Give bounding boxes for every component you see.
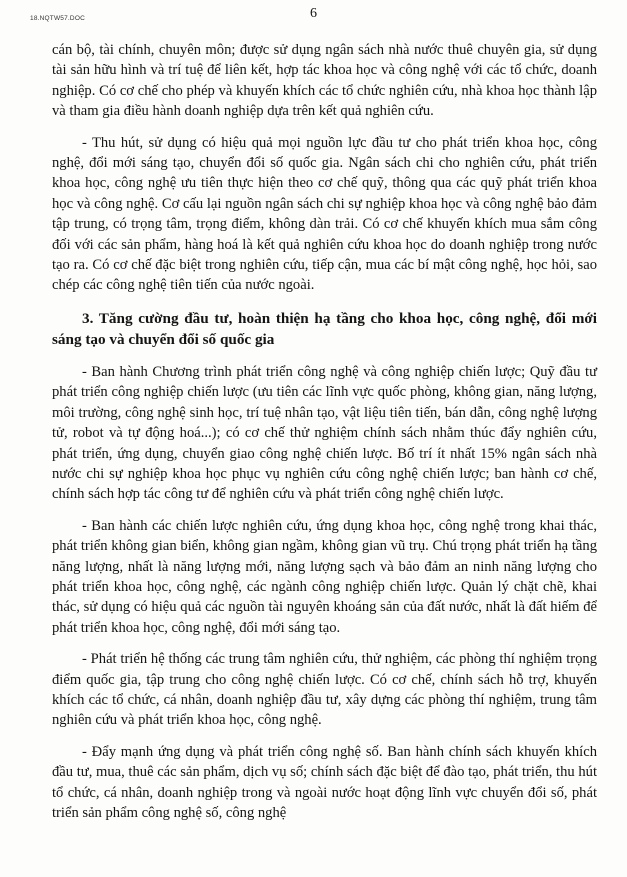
paragraph: - Ban hành Chương trình phát triển công nghệ và công nghiệp chiến lược; Quỹ đầu tư phát triển công nghiệp chiến lược (ưu tiên các lĩnh vực quốc phòng, không gian, năng lượng, môi trường, công nghệ sinh học, trí tuệ nhân tạo, vật liệu tiên tiến, bán dẫn, công nghệ lượng tử, robot và tự động hoá...); có cơ chế thử nghiệm chính sách nhằm thúc đẩy nghiên cứu, phát triển, ứng dụng, chuyển giao công nghệ chiến lược. Bố trí ít nhất 15% ngân sách nhà nước chi sự nghiệp khoa học phục vụ nghiên cứu công nghệ chiến lược; ban hành cơ chế, chính sách hợp tác công tư để nghiên cứu và phát triển công nghệ chiến lược. xyxy=(52,363,597,503)
paragraph: - Phát triển hệ thống các trung tâm nghiên cứu, thử nghiệm, các phòng thí nghiệm trọng điểm quốc gia, tập trung cho công nghệ chiến lược. Có cơ chế, chính sách hỗ trợ, khuyến khích các tổ chức, cá nhân, doanh nghiệp đầu tư, xây dựng các phòng thí nghiệm, trung tâm nghiên cứu và phát triển khoa học, công nghệ. xyxy=(52,651,597,729)
paragraph: - Thu hút, sử dụng có hiệu quả mọi nguồn lực đầu tư cho phát triển khoa học, công nghệ, đổi mới sáng tạo, chuyển đổi số quốc gia. Ngân sách chi cho nghiên cứu, phát triển khoa học, công nghệ ưu tiên thực hiện theo cơ chế quỹ, thông qua các quỹ phát triển khoa học và công nghệ. Cơ cấu lại nguồn ngân sách chi sự nghiệp khoa học và công nghệ bảo đảm tập trung, có trọng tâm, trọng điểm, không dàn trải. Có cơ chế khuyến khích mua sắm công đối với các sản phẩm, hàng hoá là kết quả nghiên cứu khoa học do doanh nghiệp trong nước tạo ra. Có cơ chế đặc biệt trong nghiên cứu, tiếp cận, mua các bí mật công nghệ, học hỏi, sao chép các công nghệ tiên tiến của nước ngoài. xyxy=(52,134,597,294)
paragraph: - Đẩy mạnh ứng dụng và phát triển công nghệ số. Ban hành chính sách khuyến khích đầu tư, mua, thuê các sản phẩm, dịch vụ số; chính sách đặc biệt để đào tạo, phát triển, thu hút tổ chức, cá nhân, doanh nghiệp trong và ngoài nước hoạt động lĩnh vực chuyển đổi số, phát triển sản phẩm công nghệ số, công nghệ xyxy=(52,743,597,821)
paragraph: - Ban hành các chiến lược nghiên cứu, ứng dụng khoa học, công nghệ trong khai thác, phát triển không gian biển, không gian ngầm, không gian vũ trụ. Chú trọng phát triển hạ tầng năng lượng, nhất là năng lượng mới, năng lượng sạch và bảo đảm an ninh năng lượng cho phát triển khoa học, công nghệ, các ngành công nghiệp chiến lược. Quản lý chặt chẽ, khai thác, sử dụng có hiệu quả các nguồn tài nguyên khoáng sản của đất nước, nhất là đất hiếm để phát triển khoa học, công nghệ, đổi mới sáng tạo. xyxy=(52,517,597,636)
paragraph: cán bộ, tài chính, chuyên môn; được sử dụng ngân sách nhà nước thuê chuyên gia, sử dụng tài sản hữu hình và trí tuệ để liên kết, hợp tác khoa học và công nghệ với các tổ chức, doanh nghiệp. Có cơ chế cho phép và khuyến khích các tổ chức nghiên cứu, nhà khoa học thành lập và tham gia điều hành doanh nghiệp dựa trên kết quả nghiên cứu. xyxy=(52,42,597,120)
document-code: 18.NQTW57.DOC xyxy=(30,15,85,22)
page-number: 6 xyxy=(310,6,317,21)
section-heading: 3. Tăng cường đầu tư, hoàn thiện hạ tầng cho khoa học, công nghệ, đổi mới sáng tạo và chuyển đổi số quốc gia xyxy=(52,309,597,348)
document-body xyxy=(52,40,597,823)
